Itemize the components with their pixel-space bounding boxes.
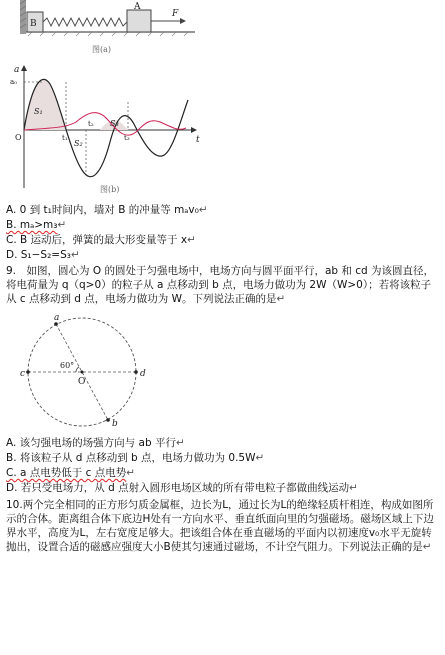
- label-d: d: [140, 369, 146, 379]
- s2-label: S₂: [74, 139, 83, 148]
- angle-arc: [76, 367, 79, 372]
- option-8a: [6, 204, 208, 217]
- option-text: D. 若只受电场力，从 d 点射入圆形电场区域的所有带电粒子都做曲线运动: [6, 482, 350, 494]
- label-o: O: [78, 377, 86, 387]
- figure-circle: [20, 312, 150, 430]
- block-a: [127, 10, 151, 32]
- area-s1: [24, 79, 66, 130]
- paragraph-mark: ↵: [126, 467, 136, 479]
- question-9-text: 9. 如图，圆心为 O 的圆处于匀强电场中，电场方向与圆平面平行，ab 和 cd 为该圆直径，将电荷量为 q（q>0）的粒子从 a 点移动到 b 点，电场力做功为 2W（W>0）；若将该粒子从 c 点移动到 d 点，电场力做功为 W。下列说法正确的是: [6, 265, 435, 305]
- spring: [43, 18, 127, 26]
- origin-label: O: [15, 133, 22, 142]
- block-b-label: B: [30, 19, 37, 29]
- option-9d: [6, 482, 358, 495]
- option-text: D. S₁−S₂=S₃: [6, 249, 71, 261]
- force-arrow-head: [180, 18, 186, 24]
- point-d: [134, 370, 138, 374]
- a0-label: a₀: [10, 78, 17, 86]
- option-9a: [6, 437, 185, 450]
- question-10-text: 10.两个完全相同的正方形匀质金属框，边长为L，通过长为L的绝缘轻质杆相连，构成如图所示的合体。距离组合体下底边H处有一方向水平、垂直纸面向里的匀强磁场。磁场区域上下边界水平，高度为L，左右宽度足够大。把该组合体在垂直磁场的平面内以初速度v₀水平无旋转抛出，设置合适的磁感应强度大小B使其匀速通过磁场，不计空气阻力。下列说法正确的是: [6, 499, 434, 553]
- option-text: A. 0 到 t₁时间内，墙对 B 的冲量等 mₐv₀: [6, 204, 199, 216]
- paragraph-mark: ↵: [349, 482, 358, 494]
- label-a: a: [54, 313, 60, 323]
- point-b: [106, 418, 110, 422]
- point-c: [26, 370, 30, 374]
- option-text: B. 将该粒子从 d 点移动到 b 点，电场力做功为 0.5W: [6, 452, 256, 464]
- wall: [20, 0, 26, 34]
- circle-field-diagram: [20, 312, 150, 430]
- label-angle: 60°: [60, 361, 75, 370]
- question-9: [6, 264, 436, 306]
- figure-b-caption: 图(b): [100, 185, 120, 194]
- t2-label: t₂: [88, 120, 94, 128]
- paragraph-mark: ↵: [422, 541, 432, 553]
- figure-b: [10, 62, 210, 194]
- option-text: C. a 点电势低于 c 点电势: [6, 467, 127, 479]
- paragraph-mark: ↵: [57, 219, 67, 231]
- paragraph-mark: ↵: [187, 234, 196, 246]
- option-text: C. B 运动后，弹簧的最大形变量等于 x: [6, 234, 188, 246]
- option-9c: [6, 467, 135, 480]
- label-c: c: [20, 369, 26, 379]
- question-10: [6, 498, 436, 554]
- s1-label: S₁: [34, 107, 43, 116]
- label-b: b: [112, 419, 118, 429]
- option-8b: [6, 219, 66, 232]
- block-a-label: A: [134, 2, 141, 12]
- paragraph-mark: ↵: [175, 437, 185, 449]
- option-text: B. mₐ>m₃: [6, 219, 58, 231]
- figure-a: [20, 0, 200, 58]
- t1-label: t₁: [62, 134, 68, 142]
- t3-label: t₃: [124, 134, 130, 142]
- paragraph-mark: ↵: [70, 249, 80, 261]
- x-axis-label: t: [196, 135, 200, 145]
- s3-label: S₃: [110, 119, 119, 128]
- option-8d: [6, 249, 80, 262]
- figure-a-caption: 图(a): [92, 45, 112, 54]
- option-9b: [6, 452, 264, 465]
- option-text: A. 该匀强电场的场强方向与 ab 平行: [6, 437, 176, 449]
- paragraph-mark: ↵: [276, 293, 286, 305]
- acceleration-time-graph: [10, 62, 210, 194]
- y-axis-label: a: [14, 65, 20, 75]
- option-8c: [6, 234, 196, 247]
- force-label: F: [172, 9, 179, 19]
- point-o: [81, 371, 84, 374]
- paragraph-mark: ↵: [255, 452, 265, 464]
- paragraph-mark: ↵: [198, 204, 208, 216]
